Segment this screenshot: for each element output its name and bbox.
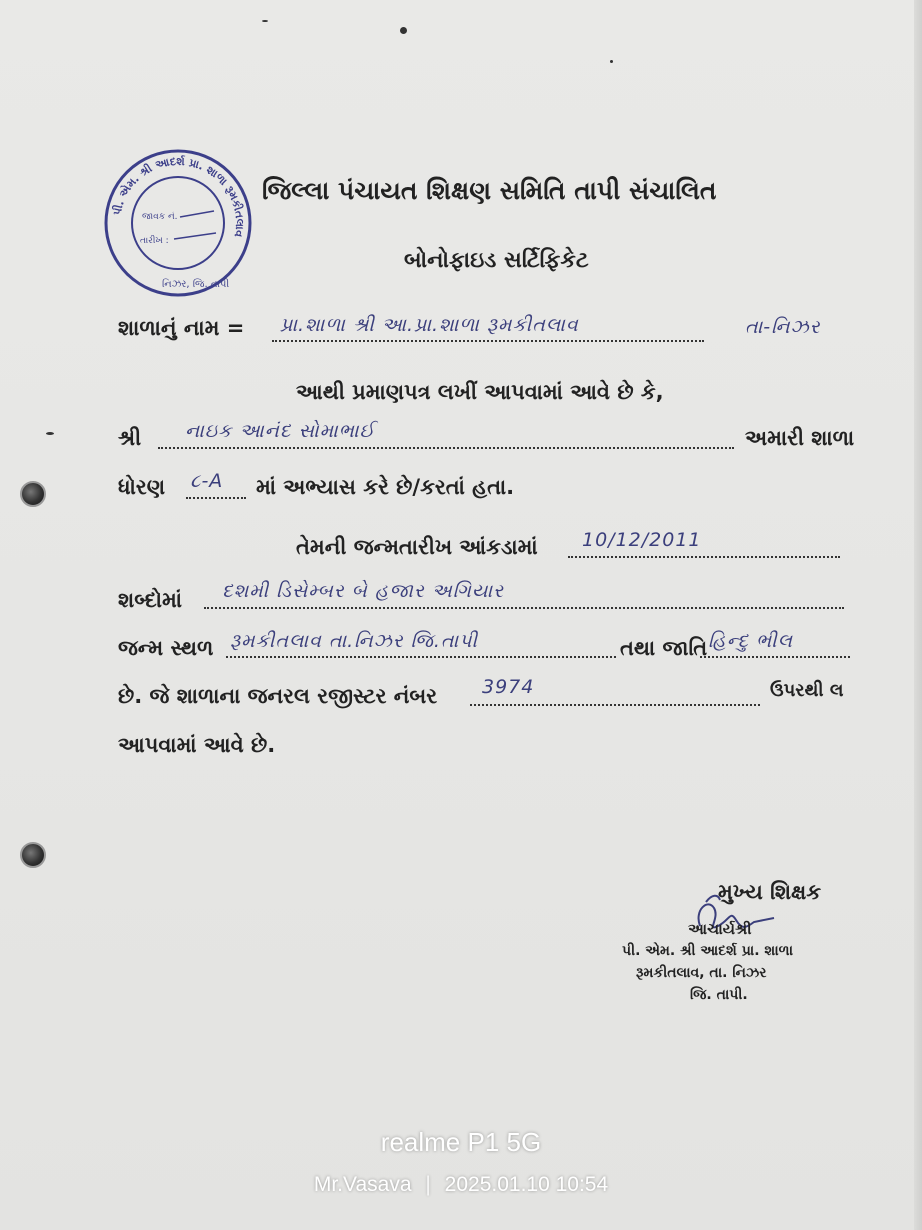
seal-bottom-text: નિઝર, જિ. તાપી: [162, 279, 230, 290]
ink-speck: [46, 432, 54, 435]
standard-value: ૮-A: [190, 470, 224, 492]
paper-edge: [914, 0, 922, 1230]
signature-school: પી. એમ. શ્રી આદર્શ પ્રા. શાળા: [622, 943, 794, 959]
punch-hole-upper: [20, 481, 46, 507]
seal-ring-text: પી. એમ. શ્રી આદર્શ પ્રા. શાળા રૂમકીતલાવ: [110, 154, 247, 239]
school-name-label: શાળાનું નામ =: [118, 316, 245, 340]
watermark-timestamp: 2025.01.10 10:54: [444, 1173, 609, 1196]
taluka-value: તા-નિઝર: [745, 316, 821, 338]
standard-dotline: [186, 497, 246, 499]
signature-place: રૂમકીતલાવ, તા. નિઝર: [636, 965, 767, 981]
ink-speck: [610, 60, 613, 63]
seal-date-label: તારીખ :: [140, 236, 169, 246]
register-value: 3974: [482, 676, 535, 698]
from-text: ઉપરથી લ: [770, 680, 844, 701]
ink-speck: [400, 27, 407, 34]
dob-words-dotline: [204, 607, 844, 609]
caste-label: તથા જાતિ: [620, 636, 708, 660]
watermark-separator: |: [425, 1173, 431, 1196]
caste-value: હિન્દુ ભીલ: [708, 630, 793, 652]
watermark-user: Mr.Vasava: [313, 1173, 412, 1196]
dob-digits-label: તેમની જન્મતારીખ આંકડામાં: [296, 535, 538, 559]
school-name-value: પ્રા.શાળા શ્રી આ.પ્રા.શાળા રૂમકીતલાવ: [280, 314, 579, 336]
document-subtitle: બોનોફાઇડ સર્ટિફિકેટ: [404, 248, 589, 273]
svg-text:પી. એમ. શ્રી આદર્શ પ્રા. શાળા: [109, 154, 246, 238]
school-seal: [102, 147, 254, 299]
signature-role: આચાર્યશ્રી: [688, 920, 752, 938]
seal-javak-label: જાવક નં.: [142, 212, 178, 222]
register-dotline: [470, 704, 760, 706]
document-header-title: જિલ્લા પંચાયત શિક્ષણ સમિતિ તાપી સંચાલિત: [262, 176, 717, 205]
ink-speck: [262, 20, 268, 22]
signature-title: મુખ્ય શિક્ષક: [718, 880, 822, 904]
punch-hole-lower: [20, 842, 46, 868]
dob-words-label: શબ્દોમાં: [118, 588, 182, 612]
dob-digits-dotline: [568, 556, 840, 558]
studying-text: માં અભ્યાસ કરે છે/કરતાં હતા.: [256, 475, 515, 499]
shri-label: શ્રી: [118, 426, 142, 450]
closing-text: આપવામાં આવે છે.: [118, 733, 276, 757]
birthplace-value: રૂમકીતલાવ તા.નિઝર જિ.તાપી: [230, 630, 478, 652]
camera-watermark-meta: [0, 1173, 922, 1197]
camera-watermark-device: realme P1 5G: [380, 1127, 542, 1157]
register-label: છે. જે શાળાના જનરલ રજીસ્ટર નંબર: [118, 684, 438, 708]
school-name-dotline: [272, 340, 704, 342]
signature-district: જિ. તાપી.: [690, 987, 748, 1003]
dob-digits-value: 10/12/2011: [582, 529, 702, 551]
dob-words-value: દશમી ડિસેમ્બર બે હજાર અગિયાર: [222, 580, 504, 602]
certification-statement: આથી પ્રમાણપત્ર લખીં આપવામાં આવે છે કે,: [296, 380, 664, 404]
our-school-text: અમારી શાળા: [745, 426, 855, 450]
birthplace-dotline: [226, 656, 616, 658]
standard-label: ધોરણ: [118, 475, 166, 499]
caste-dotline: [700, 656, 850, 658]
student-name-value: નાઇક આનંદ સોમાભાઈ: [185, 420, 376, 442]
student-name-dotline: [158, 447, 734, 449]
birthplace-label: જન્મ સ્થળ: [118, 636, 214, 660]
